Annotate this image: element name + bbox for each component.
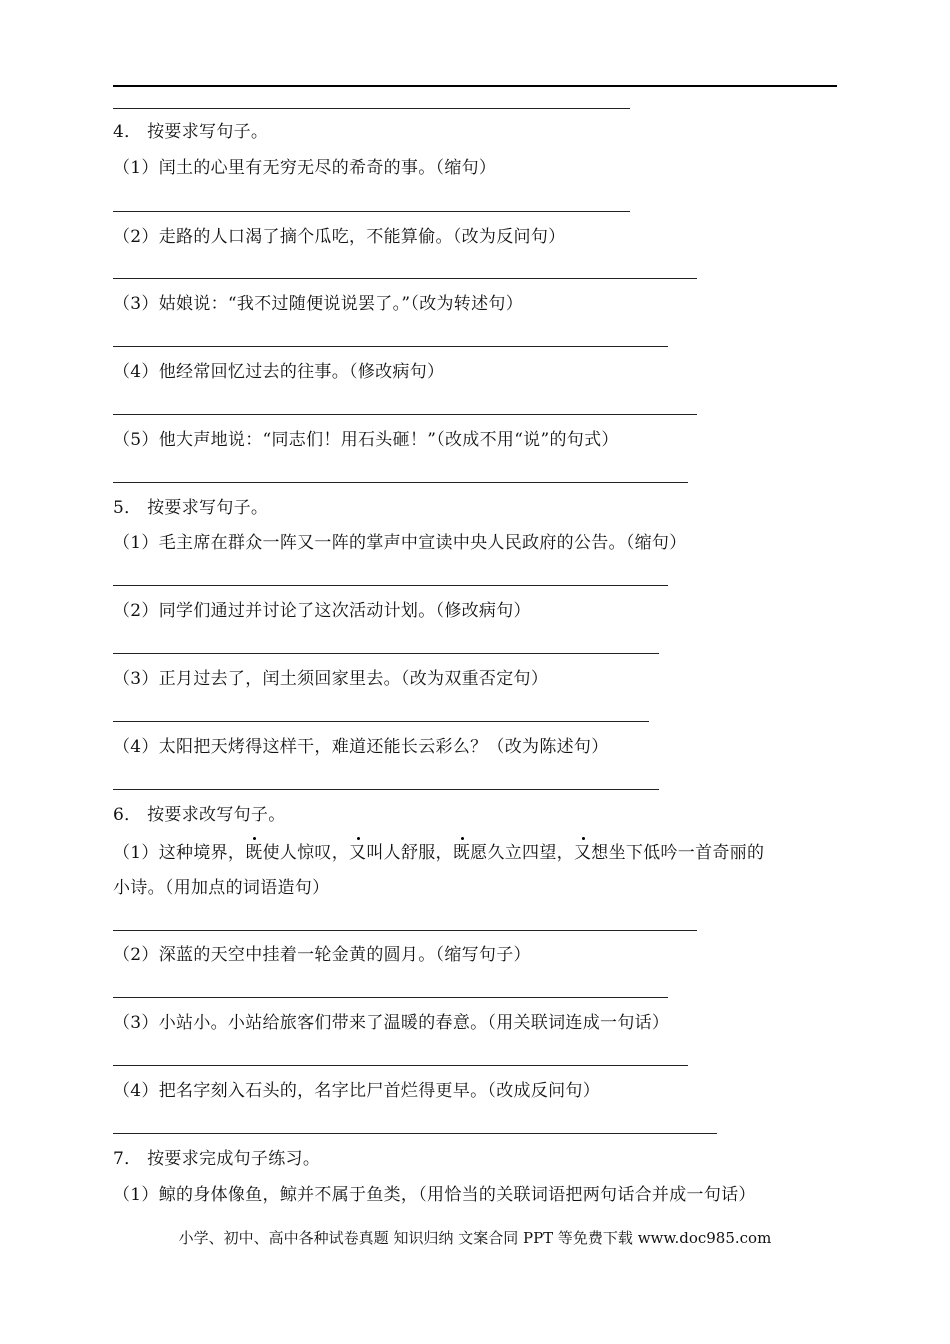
- q6-item-1-seg: 叫人舒服，: [366, 843, 453, 863]
- q5-title: 5． 按要求写句子。: [113, 498, 269, 518]
- answer-line: [113, 278, 697, 279]
- q7-item-1: （1）鲸的身体像鱼，鲸并不属于鱼类，（用恰当的关联词语把两句话合并成一句话）: [113, 1185, 756, 1205]
- q4-item-4: （4）他经常回忆过去的往事。（修改病句）: [113, 362, 445, 382]
- answer-line: [113, 585, 668, 586]
- answer-line: [113, 211, 630, 212]
- q6-item-3: （3）小站小。小站给旅客们带来了温暖的春意。（用关联词连成一句话）: [113, 1013, 670, 1033]
- answer-line: [113, 108, 630, 109]
- q5-item-4: （4）太阳把天烤得这样干，难道还能长云彩么？（改为陈述句）: [113, 737, 609, 757]
- q6-item-1: [113, 842, 764, 864]
- q7-title: 7． 按要求完成句子练习。: [113, 1149, 321, 1169]
- q4-item-5: （5）他大声地说：“同志们！用石头砸！”（改成不用“说”的句式）: [113, 430, 619, 450]
- answer-line: [113, 997, 668, 998]
- answer-line: [113, 653, 659, 654]
- answer-line: [113, 789, 659, 790]
- emphasis-dot-word: 既: [452, 843, 471, 863]
- q6-item-1-seg: 愿久立四望，: [470, 843, 574, 863]
- emphasis-dot-word: 既: [245, 843, 263, 863]
- answer-line: [113, 721, 649, 722]
- answer-line: [113, 414, 697, 415]
- emphasis-dot-word: 又: [349, 843, 367, 863]
- q6-item-1-seg: 使人惊叹，: [262, 843, 350, 863]
- q6-item-1-seg: 想坐下低吟一首奇丽的: [591, 843, 765, 863]
- q6-title: 6． 按要求改写句子。: [113, 805, 286, 825]
- q5-item-1: （1）毛主席在群众一阵又一阵的掌声中宣读中央人民政府的公告。（缩句）: [113, 533, 687, 553]
- q4-item-3: （3）姑娘说：“我不过随便说说罢了。”（改为转述句）: [113, 294, 523, 314]
- answer-line: [113, 482, 688, 483]
- page-footer: 小学、初中、高中各种试卷真题 知识归纳 文案合同 PPT 等免费下载 www.doc985.com: [178, 1229, 772, 1247]
- answer-line: [113, 346, 668, 347]
- header-rule: [113, 85, 837, 87]
- answer-line: [113, 1133, 717, 1134]
- q5-item-3: （3）正月过去了，闰土须回家里去。（改为双重否定句）: [113, 669, 549, 689]
- q5-item-2: （2）同学们通过并讨论了这次活动计划。（修改病句）: [113, 601, 531, 621]
- q6-item-4: （4）把名字刻入石头的，名字比尸首烂得更早。（改成反问句）: [113, 1081, 601, 1101]
- answer-line: [113, 930, 697, 931]
- answer-line: [113, 1065, 688, 1066]
- q6-item-1-cont: 小诗。（用加点的词语造句）: [113, 878, 330, 898]
- q4-item-2: （2）走路的人口渴了摘个瓜吃，不能算偷。（改为反问句）: [113, 227, 566, 247]
- q6-item-1-seg: （1）这种境界，: [113, 843, 246, 863]
- q6-item-2: （2）深蓝的天空中挂着一轮金黄的圆月。（缩写句子）: [113, 945, 531, 965]
- q4-title: 4． 按要求写句子。: [113, 122, 269, 142]
- emphasis-dot-word: 又: [573, 843, 592, 863]
- q4-item-1: （1）闰土的心里有无穷无尽的希奇的事。（缩句）: [113, 158, 497, 178]
